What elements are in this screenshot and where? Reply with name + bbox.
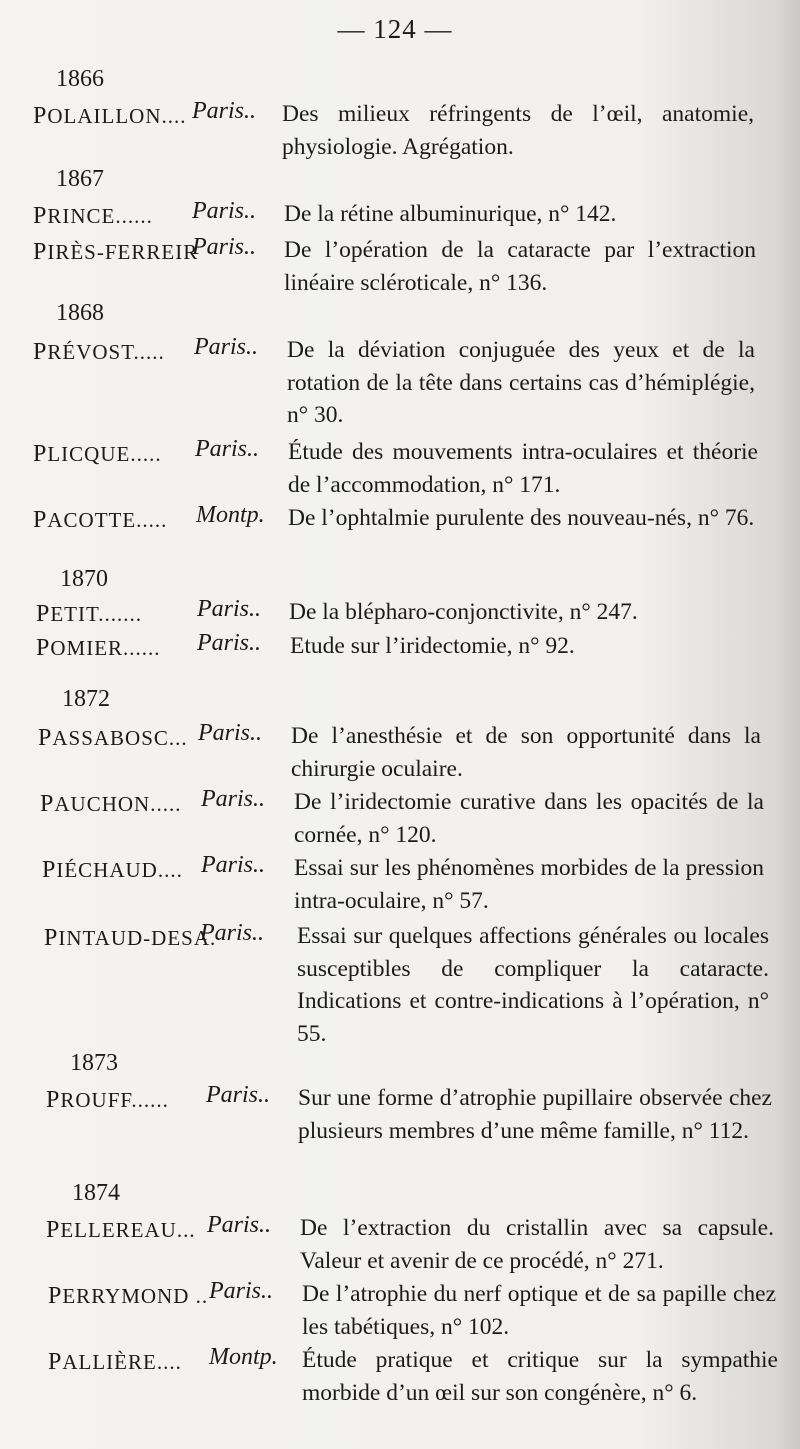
city: Paris..	[197, 596, 262, 622]
thesis-title: De l’extraction du cristallin avec sa capsule. Valeur et avenir de ce procédé, n° 271.	[300, 1215, 774, 1274]
thesis-title: Étude des mouvements intra-oculaires et théorie de l’accommodation, n° 171.	[288, 439, 758, 498]
thesis-title: De la déviation conjuguée des yeux et de la rotation de la tête dans certains cas d’hémiplégie, n° 30.	[287, 337, 755, 428]
thesis-title: Essai sur les phénomènes morbides de la pression intra-oculaire, n° 57.	[294, 855, 764, 914]
author-name: PLICQUE.....	[33, 441, 162, 467]
city: Paris..	[206, 1082, 271, 1108]
year-heading: 1866	[56, 66, 104, 92]
year-heading: 1873	[70, 1050, 118, 1076]
thesis-title: De la blépharo-conjonctivite, n° 247.	[289, 599, 638, 625]
page-number: — 124 —	[337, 14, 453, 44]
city: Paris..	[194, 334, 259, 360]
city: Paris..	[192, 198, 257, 224]
thesis-title: Étude pratique et critique sur la sympathie morbide d’un œil sur son congénère, n° 6.	[302, 1347, 778, 1406]
author-name: PIRÈS-FERREIR	[33, 239, 199, 265]
thesis-title: De l’iridectomie curative dans les opacités de la cornée, n° 120.	[294, 789, 764, 848]
author-name: PIÉCHAUD....	[42, 857, 183, 883]
thesis-title: De l’opération de la cataracte par l’extraction linéaire scléroticale, n° 136.	[284, 237, 756, 296]
thesis-title: Sur une forme d’atrophie pupillaire observée chez plusieurs membres d’une même famille, n° 112.	[298, 1085, 772, 1144]
author-name: PELLEREAU...	[46, 1217, 196, 1243]
thesis-title: Des milieux réfringents de l’œil, anatomie, physiologie. Agrégation.	[282, 101, 754, 160]
city: Paris..	[209, 1278, 274, 1304]
thesis-title: Etude sur l’iridectomie, n° 92.	[290, 633, 575, 659]
author-name: PACOTTE.....	[33, 507, 168, 533]
year-heading: 1872	[62, 686, 110, 712]
author-name: PRINCE......	[33, 203, 153, 229]
city: Montp.	[196, 502, 265, 528]
city: Paris..	[195, 436, 260, 462]
city: Montp.	[209, 1344, 278, 1370]
city: Paris..	[201, 786, 266, 812]
author-name: PINTAUD-DESA.	[44, 925, 217, 951]
author-name: PASSABOSC...	[38, 725, 188, 751]
year-heading: 1874	[72, 1180, 120, 1206]
thesis-title: De l’anesthésie et de son opportunité dans la chirurgie oculaire.	[291, 723, 761, 782]
author-name: PAUCHON.....	[40, 791, 182, 817]
author-name: PROUFF......	[46, 1087, 169, 1113]
thesis-title: De l’atrophie du nerf optique et de sa papille chez les tabétiques, n° 102.	[302, 1281, 776, 1340]
year-heading: 1870	[60, 566, 108, 592]
city: Paris..	[192, 98, 257, 124]
city: Paris..	[197, 630, 262, 656]
city: Paris..	[201, 852, 266, 878]
author-name: PERRYMOND ..	[48, 1283, 209, 1309]
year-heading: 1867	[56, 166, 104, 192]
thesis-title: Essai sur quelques affections générales ou locales susceptibles de compliquer la cataracte. Indications et contre-indications à l’opération, n° 55.	[297, 923, 769, 1047]
thesis-title: De la rétine albuminurique, n° 142.	[284, 201, 617, 227]
author-name: PRÉVOST.....	[33, 339, 165, 365]
author-name: PETIT.......	[36, 601, 143, 627]
author-name: POMIER......	[36, 635, 161, 661]
author-name: POLAILLON....	[33, 103, 187, 129]
year-heading: 1868	[56, 300, 104, 326]
city: Paris..	[207, 1212, 272, 1238]
thesis-title: De l’ophtalmie purulente des nouveau-nés, n° 76.	[288, 505, 755, 531]
city: Paris..	[198, 720, 263, 746]
city: Paris..	[192, 234, 257, 260]
author-name: PALLIÈRE....	[48, 1349, 182, 1375]
city: Paris..	[200, 920, 265, 946]
